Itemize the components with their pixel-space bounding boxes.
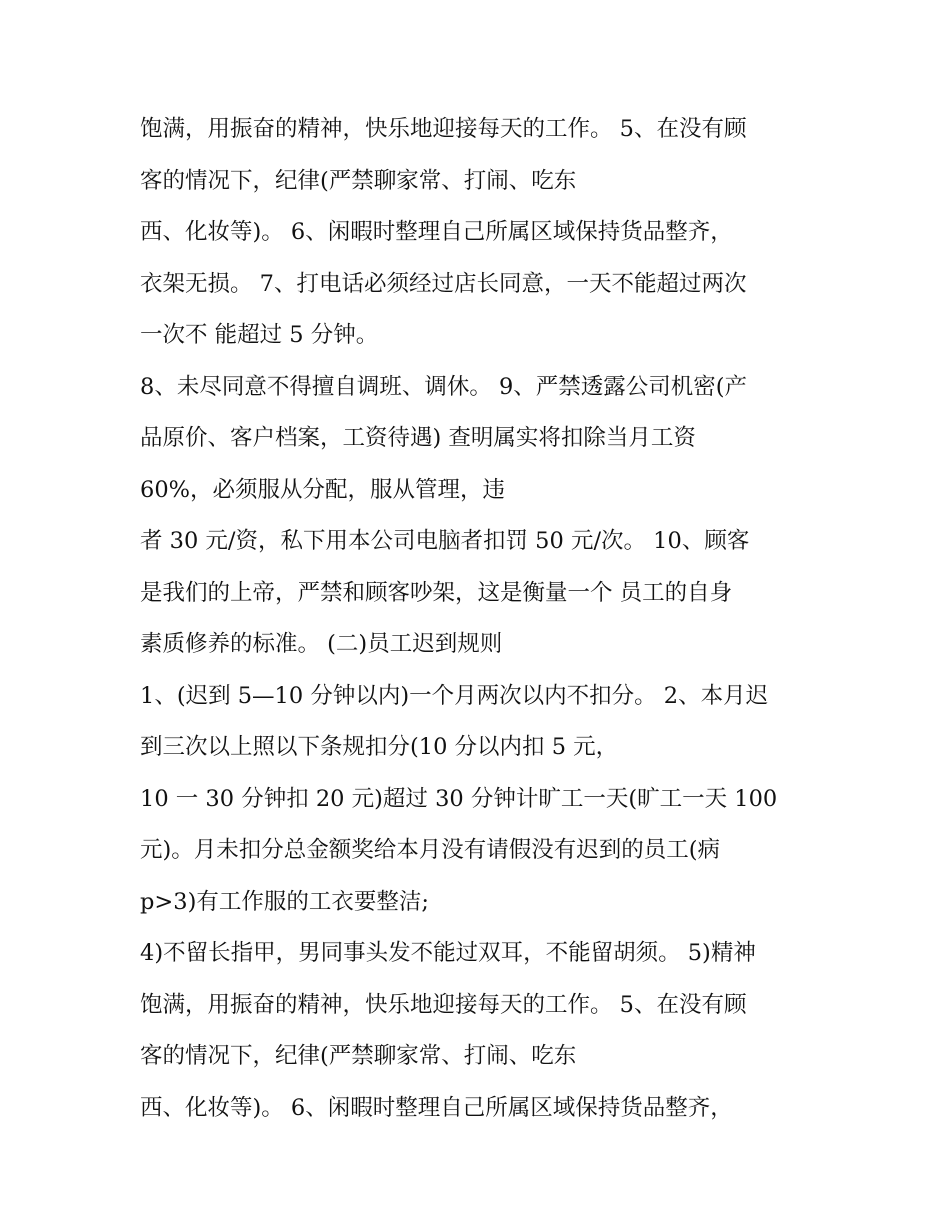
text-line-3: 西、化妆等)。 6、闲暇时整理自己所属区域保持货品整齐，	[140, 219, 733, 245]
text-line-17: 4)不留长指甲，男同事头发不能过双耳，不能留胡须。 5)精神	[140, 940, 756, 966]
text-line-4: 衣架无损。 7、打电话必须经过店长同意，一天不能超过两次	[140, 270, 747, 297]
text-line-12: 1、(迟到 5—10 分钟以内)一个月两次以内不扣分。 2、本月迟	[140, 682, 769, 709]
text-line-16: p>3)有工作服的工衣要整洁;	[140, 888, 429, 915]
text-line-18: 饱满，用振奋的精神，快乐地迎接每天的工作。 5、在没有顾	[140, 991, 747, 1018]
text-line-1: 饱满，用振奋的精神，快乐地迎接每天的工作。 5、在没有顾	[140, 116, 747, 142]
text-line-19: 客的情况下，纪律(严禁聊家常、打闹、吃东	[140, 1043, 577, 1069]
text-line-9: 者 30 元/资，私下用本公司电脑者扣罚 50 元/次。 10、顾客	[140, 528, 750, 554]
text-line-15: 元)。月未扣分总金额奖给本月没有请假没有迟到的员工(病	[140, 837, 721, 863]
text-line-8: 60%，必须服从分配，服从管理，违	[140, 476, 506, 503]
text-line-5: 一次不 能超过 5 分钟。	[140, 322, 379, 348]
text-line-10: 是我们的上帝，严禁和顾客吵架，这是衡量一个 员工的自身	[140, 579, 733, 606]
document-body	[140, 104, 820, 1134]
text-line-20: 西、化妆等)。 6、闲暇时整理自己所属区域保持货品整齐，	[140, 1094, 733, 1121]
text-line-11: 素质修养的标准。 (二)员工迟到规则	[140, 631, 503, 657]
text-line-2: 客的情况下，纪律(严禁聊家常、打闹、吃东	[140, 167, 577, 194]
text-line-13: 到三次以上照以下条规扣分(10 分以内扣 5 元，	[140, 734, 619, 760]
text-line-7: 品原价、客户档案，工资待遇) 查明属实将扣除当月工资	[140, 425, 696, 451]
text-line-6: 8、未尽同意不得擅自调班、调休。 9、严禁透露公司机密(产	[140, 373, 748, 400]
text-line-14: 10 一 30 分钟扣 20 元)超过 30 分钟计旷工一天(旷工一天 100	[140, 785, 778, 812]
